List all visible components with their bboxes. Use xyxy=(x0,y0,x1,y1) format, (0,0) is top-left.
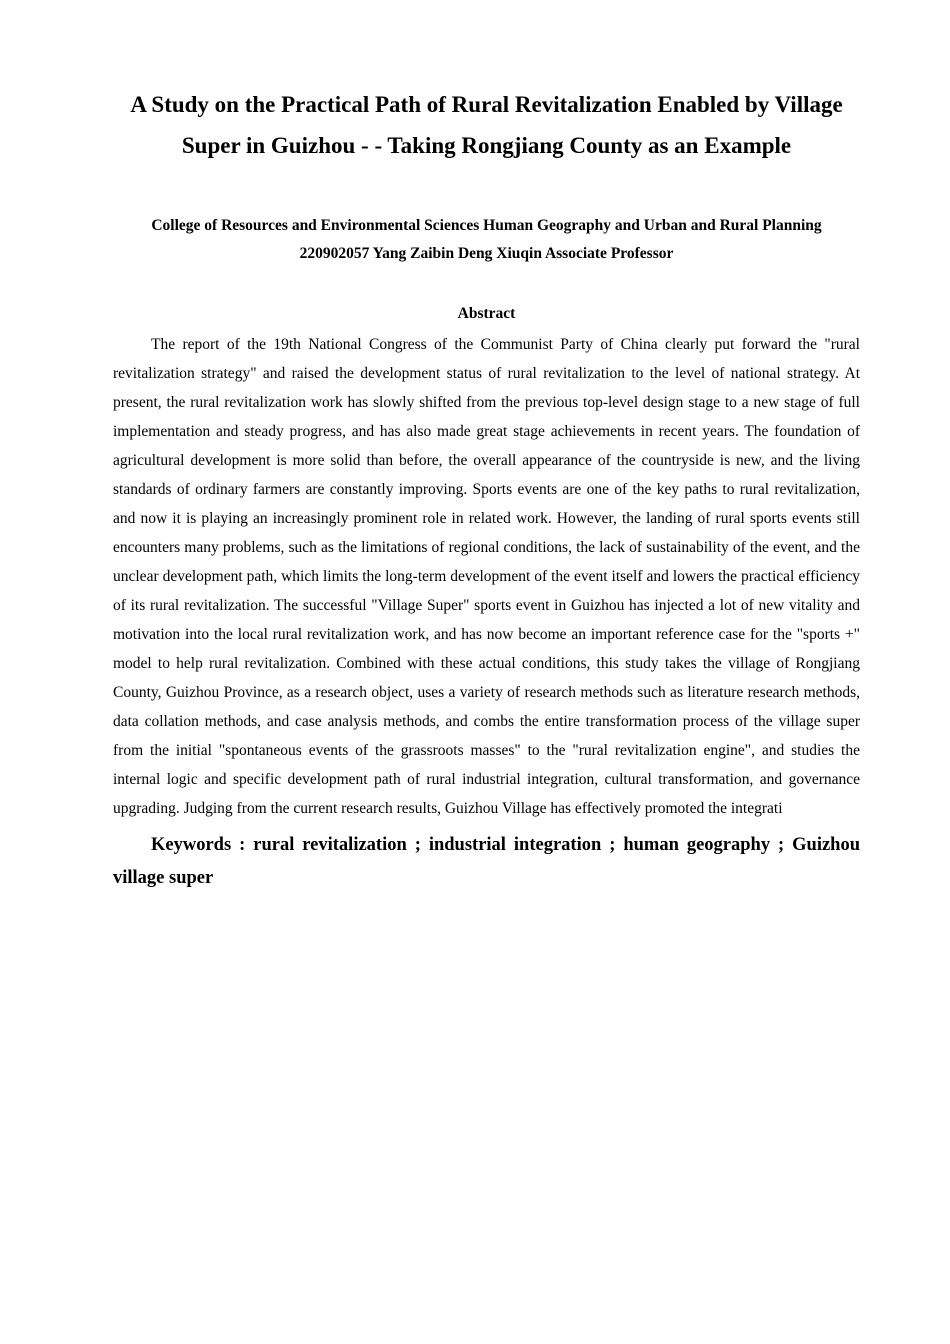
abstract-heading: Abstract xyxy=(457,305,516,322)
affiliation-line-2: 220902057 Yang Zaibin Deng Xiuqin Associate Professor xyxy=(299,245,674,262)
abstract-body: The report of the 19th National Congress of the Communist Party of China clearly put forward the "rural revitalization strategy" and raised the development status of rural revitalization to the level of national strategy. At present, the rural revitalization work has slowly shifted from the previous top-level design stage to a new stage of full implementation and steady progress, and has also made great stage achievements in recent years. The foundation of agricultural development is more solid than before, the overall appearance of the countryside is new, and the living standards of ordinary farmers are constantly improving. Sports events are one of the key paths to rural revitalization, and now it is playing an increasingly prominent role in related work. However, the landing of rural sports events still encounters many problems, such as the limitations of regional conditions, the lack of sustainability of the event, and the unclear development path, which limits the long-term development of the event itself and lowers the practical efficiency of its rural revitalization. The successful "Village Super" sports event in Guizhou has injected a lot of new vitality and motivation into the local rural revitalization work, and has now become an important reference case for the "sports +" model to help rural revitalization. Combined with these actual conditions, this study takes the village of Rongjiang County, Guizhou Province, as a research object, uses a variety of research methods such as literature research methods, data collation methods, and case analysis methods, and combs the entire transformation process of the village super from the initial "spontaneous events of the grassroots masses" to the "rural revitalization engine", and studies the internal logic and specific development path of rural industrial integration, cultural transformation, and governance upgrading. Judging from the current research results, Guizhou Village has effectively promoted the integrati xyxy=(113,336,860,817)
keywords: Keywords : rural revitalization ; industrial integration ; human geography ; Guizhou village super xyxy=(113,835,860,888)
paper-title: A Study on the Practical Path of Rural Revitalization Enabled by Village Super in Guizhou - - Taking Rongjiang County as an Example xyxy=(130,92,843,158)
paper-page xyxy=(113,84,860,914)
author-affiliation xyxy=(113,212,860,268)
affiliation-line-1: College of Resources and Environmental Sciences Human Geography and Urban and Rural Planning xyxy=(151,217,822,234)
